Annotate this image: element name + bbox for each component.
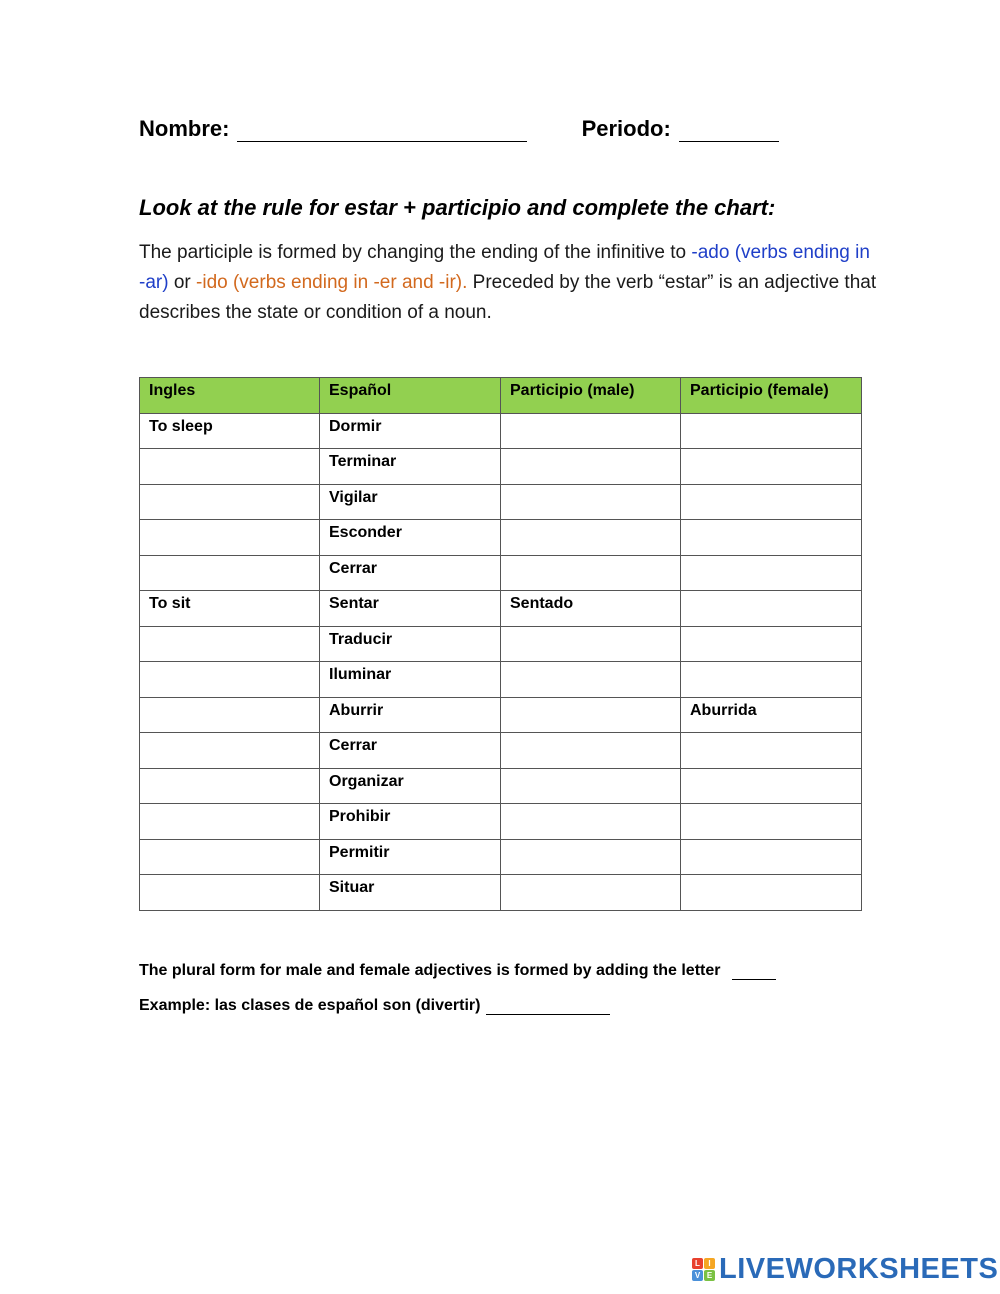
cell-ingles[interactable] xyxy=(140,555,320,591)
table-body xyxy=(140,413,862,910)
cell-participio-female[interactable] xyxy=(681,662,862,698)
name-label: Nombre: xyxy=(139,116,230,141)
table-row xyxy=(140,662,862,698)
cell-participio-male[interactable] xyxy=(501,484,681,520)
table-row xyxy=(140,697,862,733)
table-row xyxy=(140,591,862,627)
cell-participio-female[interactable] xyxy=(681,875,862,911)
table-row xyxy=(140,413,862,449)
table-row xyxy=(140,875,862,911)
cell-espanol: Iluminar xyxy=(320,662,501,698)
example-text: Example: las clases de español son (divertir) xyxy=(139,997,481,1014)
cell-espanol: Vigilar xyxy=(320,484,501,520)
logo-icon-l: L xyxy=(692,1258,703,1269)
cell-espanol: Cerrar xyxy=(320,555,501,591)
logo-icon xyxy=(692,1258,715,1281)
cell-espanol: Aburrir xyxy=(320,697,501,733)
cell-espanol: Terminar xyxy=(320,449,501,485)
cell-participio-male[interactable] xyxy=(501,413,681,449)
logo-icon-e: E xyxy=(704,1270,715,1281)
logo-text: LIVEWORKSHEETS xyxy=(719,1252,999,1285)
cell-participio-male[interactable] xyxy=(501,839,681,875)
header-participio-female: Participio (female) xyxy=(681,378,862,414)
cell-participio-female: Aburrida xyxy=(681,697,862,733)
period-blank-field[interactable] xyxy=(679,121,779,142)
cell-ingles: To sit xyxy=(140,591,320,627)
cell-participio-male[interactable] xyxy=(501,697,681,733)
cell-participio-female[interactable] xyxy=(681,484,862,520)
cell-ingles: To sleep xyxy=(140,413,320,449)
cell-espanol: Esconder xyxy=(320,520,501,556)
liveworksheets-logo xyxy=(692,1252,998,1286)
cell-ingles[interactable] xyxy=(140,626,320,662)
rule-ado: -ado xyxy=(691,242,730,263)
cell-espanol: Permitir xyxy=(320,839,501,875)
cell-participio-male: Sentado xyxy=(501,591,681,627)
cell-ingles[interactable] xyxy=(140,768,320,804)
participle-chart xyxy=(139,377,862,911)
cell-participio-female[interactable] xyxy=(681,555,862,591)
cell-espanol: Sentar xyxy=(320,591,501,627)
cell-participio-male[interactable] xyxy=(501,733,681,769)
cell-participio-male[interactable] xyxy=(501,804,681,840)
cell-participio-male[interactable] xyxy=(501,555,681,591)
cell-participio-male[interactable] xyxy=(501,768,681,804)
rule-or: or xyxy=(168,272,197,293)
cell-participio-female[interactable] xyxy=(681,768,862,804)
rule-text-2: Preceded by the verb “estar” is an adjective that describes the state or condition of a noun. xyxy=(139,272,877,323)
cell-participio-male[interactable] xyxy=(501,626,681,662)
cell-participio-male[interactable] xyxy=(501,520,681,556)
plural-blank-field[interactable] xyxy=(732,965,776,980)
header-espanol: Español xyxy=(320,378,501,414)
plural-text: The plural form for male and female adjectives is formed by adding the letter xyxy=(139,962,721,979)
cell-participio-female[interactable] xyxy=(681,449,862,485)
cell-ingles[interactable] xyxy=(140,484,320,520)
cell-ingles[interactable] xyxy=(140,449,320,485)
cell-participio-male[interactable] xyxy=(501,662,681,698)
example-blank-field[interactable] xyxy=(486,1000,610,1015)
table-row xyxy=(140,520,862,556)
cell-ingles[interactable] xyxy=(140,662,320,698)
cell-espanol: Organizar xyxy=(320,768,501,804)
cell-espanol: Dormir xyxy=(320,413,501,449)
cell-participio-male[interactable] xyxy=(501,449,681,485)
cell-ingles[interactable] xyxy=(140,839,320,875)
period-label: Periodo: xyxy=(581,116,671,141)
header-participio-male: Participio (male) xyxy=(501,378,681,414)
cell-espanol: Cerrar xyxy=(320,733,501,769)
table-header-row xyxy=(140,378,862,414)
cell-participio-male[interactable] xyxy=(501,875,681,911)
table-row xyxy=(140,555,862,591)
cell-ingles[interactable] xyxy=(140,875,320,911)
header-line xyxy=(139,116,779,142)
cell-participio-female[interactable] xyxy=(681,626,862,662)
cell-ingles[interactable] xyxy=(140,804,320,840)
table-row xyxy=(140,733,862,769)
cell-espanol: Situar xyxy=(320,875,501,911)
cell-ingles[interactable] xyxy=(140,520,320,556)
rule-ido: -ido (verbs ending in -er and -ir). xyxy=(196,272,468,293)
table-row xyxy=(140,839,862,875)
plural-line xyxy=(139,962,776,980)
cell-espanol: Prohibir xyxy=(320,804,501,840)
cell-ingles[interactable] xyxy=(140,697,320,733)
example-line xyxy=(139,997,610,1015)
cell-ingles[interactable] xyxy=(140,733,320,769)
instructions-heading: Look at the rule for estar + participio and complete the chart: xyxy=(139,195,776,220)
rule-ar-note: (verbs ending in -ar) xyxy=(139,242,870,293)
rule-text-1: The participle is formed by changing the ending of the infinitive to xyxy=(139,242,692,263)
table-row xyxy=(140,449,862,485)
cell-participio-female[interactable] xyxy=(681,413,862,449)
cell-participio-female[interactable] xyxy=(681,591,862,627)
rule-paragraph xyxy=(139,238,879,328)
table-row xyxy=(140,804,862,840)
name-blank-field[interactable] xyxy=(237,121,527,142)
header-ingles: Ingles xyxy=(140,378,320,414)
logo-icon-v: V xyxy=(692,1270,703,1281)
cell-participio-female[interactable] xyxy=(681,520,862,556)
cell-espanol: Traducir xyxy=(320,626,501,662)
table-row xyxy=(140,484,862,520)
cell-participio-female[interactable] xyxy=(681,839,862,875)
table-row xyxy=(140,626,862,662)
table-row xyxy=(140,768,862,804)
cell-participio-female[interactable] xyxy=(681,733,862,769)
logo-icon-i: I xyxy=(704,1258,715,1269)
cell-participio-female[interactable] xyxy=(681,804,862,840)
